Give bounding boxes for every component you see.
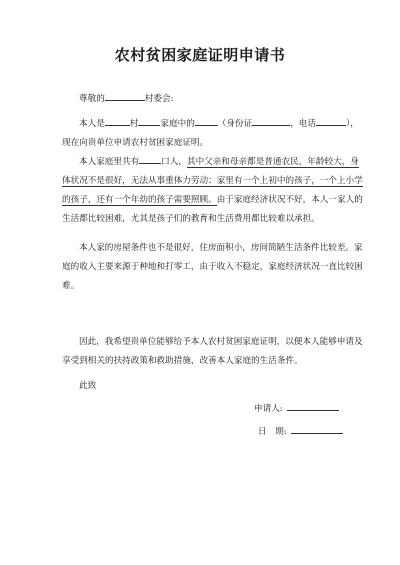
village-blank[interactable] bbox=[105, 115, 130, 126]
applicant-row bbox=[254, 400, 339, 416]
family-text-a: 本人家庭里共有 bbox=[79, 157, 140, 167]
intro-text-c: 家庭中的 bbox=[160, 119, 195, 129]
family-line-4: 生活都比较困难，尤其是孩子们的教育和生活费用都比较难以承担。 bbox=[62, 214, 320, 224]
intro-line-2: 现在向贵单位申请农村贫困家庭证明。 bbox=[62, 138, 209, 148]
family-text-d: 体状况不是很好，无法从事重体力劳动；家里有一个上初中的孩子，一个上小学 bbox=[62, 176, 363, 186]
housing-line-1 bbox=[62, 239, 362, 258]
phone-blank[interactable] bbox=[316, 115, 346, 126]
family-line-1 bbox=[62, 153, 362, 172]
id-number-blank[interactable] bbox=[252, 115, 290, 126]
intro-text-f: ）， bbox=[345, 119, 359, 129]
family-line-2 bbox=[62, 172, 362, 191]
request-line-2: 享受到相关的扶持政策和救助措施，改善本人家庭的生活条件。 bbox=[62, 356, 303, 366]
salutation-suffix: 村委会: bbox=[144, 94, 174, 104]
intro-text-d: （身份证 bbox=[217, 119, 253, 129]
date-row bbox=[258, 423, 343, 439]
applicant-label: 申请人: bbox=[254, 404, 283, 414]
salutation bbox=[62, 90, 362, 109]
housing-line-2: 庭的收入主要来源于种地和打零工，由于收入不稳定，家庭经济状况一直比较困 bbox=[62, 262, 363, 272]
family-text-c: 其中父亲和母亲都是普通农民，年龄较大，身 bbox=[186, 157, 359, 167]
closing bbox=[62, 377, 362, 396]
relation-blank[interactable] bbox=[195, 115, 218, 126]
document-title: 农村贫困家庭证明申请书 bbox=[114, 46, 286, 64]
request-text-a: 因此，我希望贵单位能够给予本人农村贫困家庭证明，以便本人能够申请及 bbox=[79, 337, 363, 347]
housing-line-3: 难。 bbox=[62, 281, 80, 291]
salutation-prefix: 尊敬的 bbox=[79, 94, 105, 104]
village-name-blank[interactable] bbox=[105, 90, 145, 101]
date-label: 日 期: bbox=[258, 427, 287, 437]
household-head-blank[interactable] bbox=[138, 115, 160, 126]
housing-text-a: 本人家的房屋条件也不是很好，住房面积小，房间简陋生活条件比较差。家 bbox=[79, 243, 363, 253]
family-line-3 bbox=[62, 191, 362, 210]
closing-text: 此致 bbox=[79, 381, 97, 391]
family-text-f: 由于家庭经济状况不好，本人一家人的 bbox=[216, 195, 363, 205]
date-blank[interactable] bbox=[291, 423, 343, 434]
intro-text-b: 村 bbox=[129, 119, 139, 129]
family-text-e: 的孩子，还有一个年幼的孩子需要照顾。 bbox=[62, 195, 217, 205]
intro-line-1 bbox=[62, 115, 362, 134]
family-text-b: 口人， bbox=[161, 157, 187, 167]
intro-text-a: 本人是 bbox=[79, 119, 105, 129]
intro-text-e: ，电话 bbox=[290, 119, 316, 129]
applicant-signature-blank[interactable] bbox=[287, 400, 339, 411]
request-line-1 bbox=[62, 333, 362, 352]
family-size-blank[interactable] bbox=[139, 153, 161, 164]
